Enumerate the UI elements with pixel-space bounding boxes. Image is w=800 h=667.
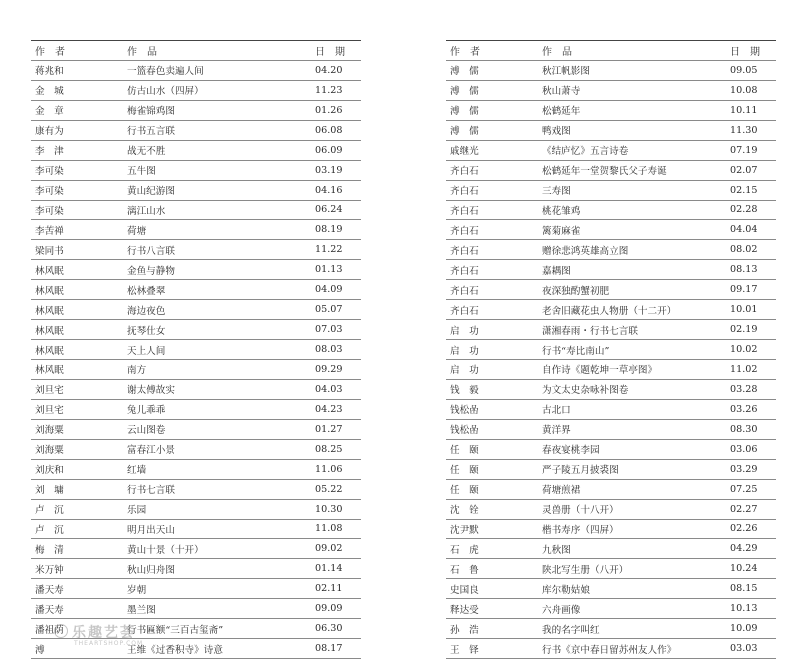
date-cell: 06.08 (315, 124, 343, 136)
table-row (446, 559, 776, 579)
date-cell: 02.11 (315, 583, 343, 595)
work-cell: 潇湘春雨・行书七言联 (542, 325, 638, 337)
author-cell: 齐白石 (450, 245, 479, 257)
table-row (446, 420, 776, 440)
author-cell: 史国良 (450, 584, 479, 596)
date-cell: 10.24 (730, 563, 758, 575)
author-cell: 梅 清 (35, 544, 64, 556)
work-cell: 九秋图 (542, 544, 571, 556)
work-cell: 梅雀锦鸡图 (127, 106, 175, 118)
date-cell: 01.26 (315, 104, 343, 116)
author-cell: 李可染 (35, 186, 64, 198)
date-cell: 01.14 (315, 563, 343, 575)
date-cell: 07.03 (315, 324, 343, 336)
work-cell: 战无不胜 (127, 146, 166, 158)
date-column-header: 日 期 (315, 46, 345, 58)
author-cell: 刘 墉 (35, 485, 64, 497)
work-cell: 春夜宴桃李园 (542, 445, 600, 457)
work-cell: 嘉耦图 (542, 265, 571, 277)
table-row (31, 420, 361, 440)
table-row (446, 380, 776, 400)
author-cell: 溥 儒 (450, 86, 479, 98)
date-cell: 02.27 (730, 503, 758, 515)
table-row (31, 121, 361, 141)
date-cell: 02.28 (730, 204, 758, 216)
table-row (446, 260, 776, 280)
table-row (31, 380, 361, 400)
work-cell: 桃花雏鸡 (542, 205, 581, 217)
work-cell: 鸭戏图 (542, 126, 571, 138)
table-row (31, 440, 361, 460)
author-cell: 潘天寿 (35, 604, 64, 616)
work-cell: 灵兽册（十八开） (542, 505, 619, 517)
date-cell: 10.30 (315, 503, 343, 515)
date-cell: 03.26 (730, 403, 758, 415)
work-cell: 库尔勒姑娘 (542, 584, 590, 596)
work-cell: 陕北写生册（八开） (542, 564, 629, 576)
date-cell: 10.13 (730, 603, 758, 615)
date-cell: 09.09 (315, 603, 343, 615)
author-cell: 沈 铨 (450, 505, 479, 517)
work-cell: 黄山纪游图 (127, 186, 175, 198)
date-cell: 08.17 (315, 643, 343, 655)
author-cell: 林风眠 (35, 365, 64, 377)
work-cell: 松林叠翠 (127, 285, 166, 297)
author-cell: 钱松嵒 (450, 425, 479, 437)
date-cell: 11.22 (315, 244, 343, 256)
work-cell: 黄洋界 (542, 425, 571, 437)
author-cell: 钱松嵒 (450, 405, 479, 417)
work-cell: 金鱼与静物 (127, 265, 175, 277)
table-row (31, 61, 361, 81)
date-cell: 09.17 (730, 284, 758, 296)
author-cell: 任 颐 (450, 445, 479, 457)
author-cell: 林风眠 (35, 285, 64, 297)
work-cell: 红墙 (127, 465, 147, 477)
date-cell: 09.02 (315, 543, 343, 555)
table-row (31, 300, 361, 320)
table-row (31, 181, 361, 201)
table-row (31, 480, 361, 500)
date-cell: 04.09 (315, 284, 343, 296)
table-row (446, 500, 776, 520)
date-cell: 02.26 (730, 523, 758, 535)
author-cell: 齐白石 (450, 205, 479, 217)
work-cell: 王维《过香积寺》诗意 (127, 644, 223, 656)
author-cell: 钱 毅 (450, 385, 479, 397)
author-cell: 溥 儒 (450, 106, 479, 118)
author-cell: 齐白石 (450, 265, 479, 277)
date-cell: 11.08 (315, 523, 343, 535)
date-cell: 08.15 (730, 583, 758, 595)
date-cell: 06.09 (315, 144, 343, 156)
work-cell: 漓江山水 (127, 205, 166, 217)
work-cell: 松鹤延年一堂贺黎氏父子寿诞 (542, 166, 667, 178)
author-cell: 启 功 (450, 345, 479, 357)
work-cell: 抚琴仕女 (127, 325, 166, 337)
work-cell: 秋山萧寺 (542, 86, 581, 98)
work-cell: 乐园 (127, 505, 147, 517)
author-cell: 李可染 (35, 205, 64, 217)
author-cell: 刘旦宅 (35, 385, 64, 397)
work-cell: 兔儿乖乖 (127, 405, 166, 417)
date-cell: 11.30 (730, 124, 758, 136)
table-row (31, 240, 361, 260)
date-cell: 02.07 (730, 164, 758, 176)
table-row (446, 340, 776, 360)
table-row (31, 81, 361, 101)
table-row (446, 520, 776, 540)
date-cell: 04.16 (315, 184, 343, 196)
date-cell: 08.02 (730, 244, 758, 256)
author-cell: 金 城 (35, 86, 64, 98)
author-cell: 齐白石 (450, 225, 479, 237)
work-cell: 南方 (127, 365, 147, 377)
table-row (31, 400, 361, 420)
work-cell: 谢太傅故实 (127, 385, 175, 397)
work-column-header: 作 品 (542, 46, 572, 58)
table-row (31, 520, 361, 540)
author-cell: 林风眠 (35, 305, 64, 317)
table-row (31, 460, 361, 480)
work-cell: 岁朝 (127, 584, 147, 596)
author-cell: 林风眠 (35, 265, 64, 277)
table-row (446, 201, 776, 221)
work-cell: 赠徐悲鸿英雄高立图 (542, 245, 629, 257)
author-cell: 李可染 (35, 166, 64, 178)
author-cell: 李 津 (35, 146, 64, 158)
date-cell: 08.13 (730, 264, 758, 276)
work-cell: 自作诗《题乾坤一草亭图》 (542, 365, 658, 377)
work-cell: 楷书寿序（四屏） (542, 524, 619, 536)
author-cell: 石 虎 (450, 544, 479, 556)
work-cell: 我的名字叫红 (542, 624, 600, 636)
table-row (446, 220, 776, 240)
author-cell: 孙 浩 (450, 624, 479, 636)
author-cell: 林风眠 (35, 345, 64, 357)
date-cell: 11.23 (315, 84, 343, 96)
date-cell: 11.06 (315, 463, 343, 475)
author-cell: 蒋兆和 (35, 66, 64, 78)
date-cell: 04.23 (315, 403, 343, 415)
work-cell: 明月出天山 (127, 524, 175, 536)
work-cell: 古北口 (542, 405, 571, 417)
date-cell: 03.19 (315, 164, 343, 176)
author-cell: 任 颐 (450, 465, 479, 477)
work-cell: 海边夜色 (127, 305, 166, 317)
work-cell: 秋江帆影图 (542, 66, 590, 78)
table-header-row (446, 41, 776, 61)
author-cell: 启 功 (450, 325, 479, 337)
author-cell: 潘祖荫 (35, 624, 64, 636)
author-cell: 齐白石 (450, 186, 479, 198)
table-row (31, 500, 361, 520)
date-cell: 08.30 (730, 423, 758, 435)
author-column-header: 作 者 (35, 46, 65, 58)
date-cell: 03.03 (730, 643, 758, 655)
author-cell: 石 鲁 (450, 564, 479, 576)
date-cell: 03.28 (730, 383, 758, 395)
table-row (31, 260, 361, 280)
artwork-table-right (446, 40, 776, 659)
table-row (446, 360, 776, 380)
author-cell: 齐白石 (450, 305, 479, 317)
date-cell: 03.29 (730, 463, 758, 475)
work-cell: 天上人间 (127, 345, 166, 357)
table-row (446, 460, 776, 480)
work-cell: 富春江小景 (127, 445, 175, 457)
author-column-header: 作 者 (450, 46, 480, 58)
date-cell: 08.03 (315, 344, 343, 356)
work-column-header: 作 品 (127, 46, 157, 58)
author-cell: 启 功 (450, 365, 479, 377)
author-cell: 米万钟 (35, 564, 64, 576)
work-cell: 严子陵五月披裘图 (542, 465, 619, 477)
table-row (31, 559, 361, 579)
work-cell: 行书“寿比南山” (542, 345, 610, 357)
table-row (31, 141, 361, 161)
author-cell: 康有为 (35, 126, 64, 138)
author-cell: 梁同书 (35, 245, 64, 257)
table-row (446, 141, 776, 161)
table-row (446, 101, 776, 121)
author-cell: 王 铎 (450, 644, 479, 656)
author-cell: 卢 沉 (35, 505, 64, 517)
date-cell: 05.07 (315, 304, 343, 316)
date-cell: 01.27 (315, 423, 343, 435)
date-cell: 04.03 (315, 383, 343, 395)
date-cell: 09.05 (730, 64, 758, 76)
author-cell: 溥 儒 (450, 66, 479, 78)
work-cell: 夜深独酌蟹初肥 (542, 285, 610, 297)
author-cell: 刘海粟 (35, 445, 64, 457)
date-cell: 02.15 (730, 184, 758, 196)
date-cell: 04.29 (730, 543, 758, 555)
table-row (446, 121, 776, 141)
work-cell: 五牛图 (127, 166, 156, 178)
date-cell: 07.19 (730, 144, 758, 156)
table-row (31, 161, 361, 181)
table-row (31, 280, 361, 300)
work-cell: 荷塘煎裙 (542, 485, 581, 497)
table-row (31, 340, 361, 360)
table-row (446, 181, 776, 201)
author-cell: 李苦禅 (35, 225, 64, 237)
date-cell: 10.09 (730, 623, 758, 635)
work-cell: 松鹤延年 (542, 106, 581, 118)
table-row (446, 579, 776, 599)
author-cell: 任 颐 (450, 485, 479, 497)
table-row (31, 599, 361, 619)
date-cell: 06.24 (315, 204, 343, 216)
work-cell: 《结庐忆》五言诗卷 (542, 146, 629, 158)
watermark-text: 乐趣艺荟 (72, 625, 136, 641)
table-row (446, 639, 776, 659)
work-cell: 为文太史杂咏补图卷 (542, 385, 629, 397)
author-cell: 刘海粟 (35, 425, 64, 437)
author-cell: 金 章 (35, 106, 64, 118)
date-cell: 04.20 (315, 64, 343, 76)
table-row (446, 81, 776, 101)
table-row (446, 320, 776, 340)
author-cell: 戚继光 (450, 146, 479, 158)
table-row (446, 599, 776, 619)
author-cell: 沈尹默 (450, 524, 479, 536)
date-cell: 06.30 (315, 623, 343, 635)
work-cell: 篱菊麻雀 (542, 225, 581, 237)
author-cell: 卢 沉 (35, 524, 64, 536)
author-cell: 溥 儒 (450, 126, 479, 138)
work-cell: 黄山十景（十开） (127, 544, 204, 556)
date-column-header: 日 期 (730, 46, 760, 58)
table-row (446, 161, 776, 181)
date-cell: 05.22 (315, 483, 343, 495)
table-row (446, 480, 776, 500)
author-cell: 林风眠 (35, 325, 64, 337)
author-cell: 齐白石 (450, 166, 479, 178)
table-row (31, 320, 361, 340)
date-cell: 04.04 (730, 224, 758, 236)
work-cell: 行书七言联 (127, 485, 175, 497)
date-cell: 01.13 (315, 264, 343, 276)
date-cell: 09.29 (315, 363, 343, 375)
work-cell: 老舍旧藏花虫人物册（十二开） (542, 305, 677, 317)
date-cell: 11.02 (730, 363, 758, 375)
date-cell: 08.25 (315, 443, 343, 455)
work-cell: 荷塘 (127, 225, 147, 237)
work-cell: 一篮春色卖遍人间 (127, 66, 204, 78)
watermark-subtext: THEARTSHOP.COM (74, 640, 144, 647)
table-row (446, 440, 776, 460)
artwork-table-left (31, 40, 361, 659)
table-row (446, 240, 776, 260)
date-cell: 03.06 (730, 443, 758, 455)
author-cell: 齐白石 (450, 285, 479, 297)
date-cell: 10.08 (730, 84, 758, 96)
work-cell: 墨兰图 (127, 604, 156, 616)
author-cell: 潘天寿 (35, 584, 64, 596)
author-cell: 刘庆和 (35, 465, 64, 477)
work-cell: 仿古山水（四屏） (127, 86, 204, 98)
table-row (31, 579, 361, 599)
table-row (31, 201, 361, 221)
work-cell: 三寿图 (542, 186, 571, 198)
table-row (446, 400, 776, 420)
date-cell: 10.01 (730, 304, 758, 316)
author-cell: 释达受 (450, 604, 479, 616)
work-cell: 行书《京中春日留苏州友人作》 (542, 644, 677, 656)
date-cell: 07.25 (730, 483, 758, 495)
work-cell: 行书五言联 (127, 126, 175, 138)
work-cell: 行书八言联 (127, 245, 175, 257)
table-row (446, 539, 776, 559)
work-cell: 云山图卷 (127, 425, 166, 437)
table-row (446, 619, 776, 639)
table-row (31, 360, 361, 380)
table-row (31, 220, 361, 240)
table-row (446, 280, 776, 300)
watermark-logo-icon (54, 624, 68, 638)
author-cell: 刘旦宅 (35, 405, 64, 417)
date-cell: 02.19 (730, 324, 758, 336)
table-row (446, 61, 776, 81)
table-row (446, 300, 776, 320)
table-header-row (31, 41, 361, 61)
table-row (31, 539, 361, 559)
table-row (31, 101, 361, 121)
date-cell: 08.19 (315, 224, 343, 236)
work-cell: 秋山归舟图 (127, 564, 175, 576)
work-cell: 行书匾额“三百古玺斋” (127, 624, 224, 636)
author-cell: 溥 (35, 644, 55, 656)
date-cell: 10.11 (730, 104, 758, 116)
work-cell: 六舟画像 (542, 604, 581, 616)
date-cell: 10.02 (730, 344, 758, 356)
